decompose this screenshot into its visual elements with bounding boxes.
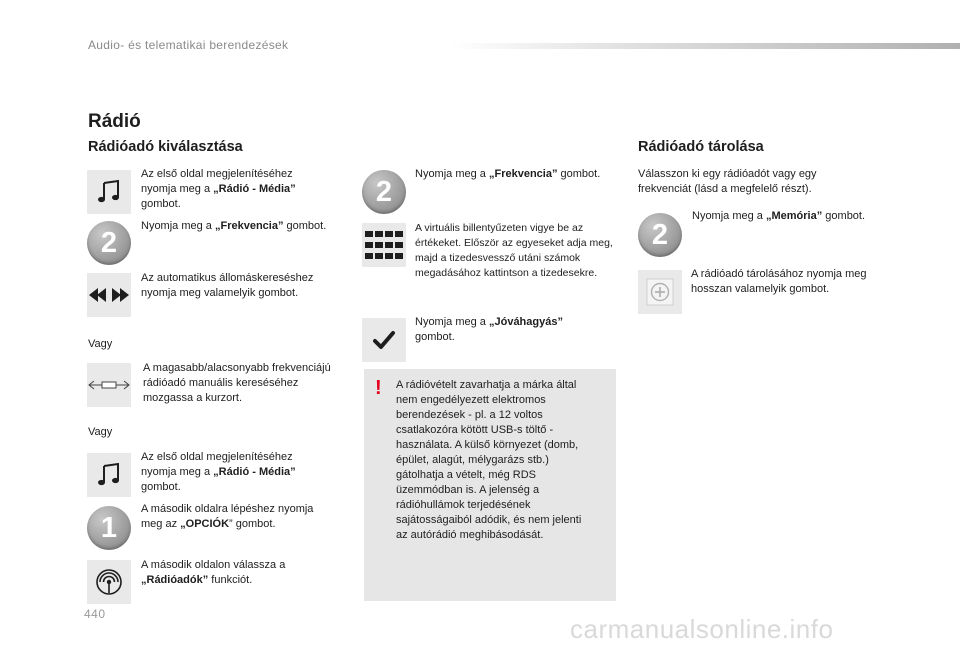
step-memory: Nyomja meg a „Memória” gombot.: [692, 210, 866, 222]
radio-stations-button: [87, 560, 131, 604]
or-label: Vagy: [88, 426, 113, 438]
radio-select-heading: Rádióadó kiválasztása: [88, 139, 243, 155]
step-confirm: Nyomja meg a „Jóváhagyás” gombot.: [415, 316, 563, 343]
store-intro: Válasszon ki egy rádióadót vagy egy frekvenciát (lásd a megfelelő részt).: [638, 168, 817, 195]
watermark: carmanualsonline.info: [570, 614, 834, 644]
page-title: Rádió: [88, 111, 141, 132]
seek-buttons: [87, 273, 131, 317]
frequency-slider: [87, 363, 131, 407]
step-number-badge: 2: [362, 170, 406, 214]
step-auto-search: Az automatikus állomáskereséshez nyomja meg valamelyik gombot.: [141, 272, 314, 299]
preset-button: [638, 270, 682, 314]
step-radio-stations: A második oldalon válassza a „Rádióadók” funkciót.: [141, 559, 286, 586]
step-frequency-2: Nyomja meg a „Frekvencia” gombot.: [415, 168, 601, 180]
warning-note-text: A rádióvételt zavarhatja a márka által nem engedélyezett elektromos berendezések - pl. a 12 voltos csatlakozóra kötött USB-s töltő -használata. A külső környezet (domb, épület, alagút, mélygarázs stb.) gátolhatja a vételt, még RDS üzemmódban is. A jelenség a rádióhullámok terjedésének sajátosságaiból adódik, és nem jelenti az autórádió meghibásodását.: [396, 379, 582, 541]
page-number: 440: [84, 607, 106, 621]
virtual-keyboard: [362, 223, 406, 267]
step-frequency: Nyomja meg a „Frekvencia” gombot.: [141, 220, 327, 232]
radio-media-button: [87, 170, 131, 214]
seek-arrows-icon: [89, 287, 129, 303]
slider-cursor-icon: [88, 379, 130, 391]
step-number-badge: 2: [87, 221, 131, 265]
radio-media-button: [87, 453, 131, 497]
step-radio-media-2: Az első oldal megjelenítéséhez nyomja meg a „Rádió - Média” gombot.: [141, 451, 296, 493]
confirm-button: [362, 318, 406, 362]
step-manual-search: A magasabb/alacsonyabb frekvenciájú rádióadó manuális kereséséhez mozgassa a kurzort.: [143, 362, 331, 404]
broadcast-icon: [95, 568, 123, 596]
music-note-icon: [96, 462, 122, 488]
add-preset-icon: [646, 278, 674, 306]
header-rule: [450, 43, 960, 49]
step-radio-media: Az első oldal megjelenítéséhez nyomja meg a „Rádió - Média” gombot.: [141, 168, 296, 210]
or-label: Vagy: [88, 338, 113, 350]
warning-icon: !: [375, 377, 382, 399]
checkmark-icon: [373, 330, 395, 350]
keypad-icon: [365, 231, 403, 259]
step-enter-values: A virtuális billentyűzeten vigye be az értékeket. Először az egyeseket adja meg, majd a tizedesvessző utáni számok megadásához kattintson a tizedesekre.: [415, 222, 613, 279]
radio-store-heading: Rádióadó tárolása: [638, 139, 764, 155]
step-store-preset: A rádióadó tárolásához nyomja meg hosszan valamelyik gombot.: [691, 268, 867, 295]
step-number-badge: 1: [87, 506, 131, 550]
music-note-icon: [96, 179, 122, 205]
step-number-badge: 2: [638, 213, 682, 257]
section-header: Audio- és telematikai berendezések: [88, 38, 289, 52]
step-options: A második oldalra lépéshez nyomja meg az „OPCIÓK” gombot.: [141, 503, 314, 530]
